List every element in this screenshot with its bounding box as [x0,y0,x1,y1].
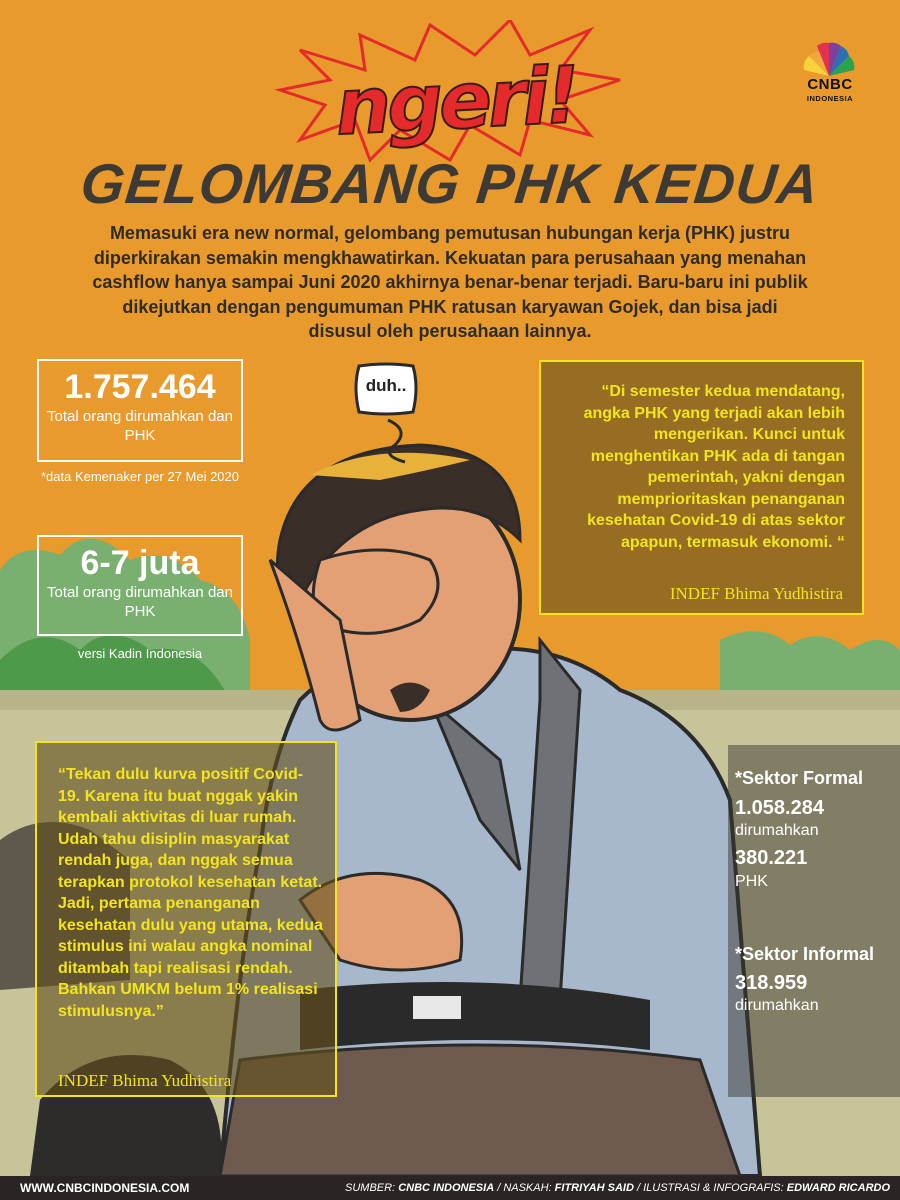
credit-sumber: CNBC INDONESIA [398,1182,495,1194]
stat-box-kadin [37,535,243,636]
sector-formal-phk-value: 380.221 [735,847,808,869]
logo-subtitle: INDONESIA [806,94,854,103]
sector-informal-heading: *Sektor Informal [735,944,875,964]
credit-ilustrasi-label: ILUSTRASI & INFOGRAFIS: [643,1182,784,1194]
sector-formal-dirumahkan-label: dirumahkan [735,822,819,839]
stat-box-kemenaker [37,359,243,462]
sector-informal-dirumahkan-label: dirumahkan [735,997,819,1014]
footer-website: WWW.CNBCINDONESIA.COM [20,1181,190,1195]
sector-formal-heading: *Sektor Formal [735,768,864,788]
quote-source: INDEF Bhima Yudhistira [669,584,843,603]
sector-informal-dirumahkan-value: 318.959 [735,972,808,994]
stat-value: 1.757.464 [64,368,216,406]
headline-exclaim: ngeri! [333,50,579,154]
credit-naskah: FITRIYAH SAID [554,1182,634,1194]
stat-note: versi Kadin Indonesia [77,646,203,661]
intro-paragraph: Memasuki era new normal, gelombang pemutusan hubungan kerja (PHK) justru diperkirakan semakin mengkhawatirkan. Kekuatan para perusahaan yang menahan cashflow hanya sampai Juni 2020 akhirnya benar-benar terjadi. Baru-baru ini publik dikejutkan dengan pengumuman PHK ratusan karyawan Gojek, dan bisa jadi disusul oleh perusahaan lainnya. [92,223,808,341]
stat-label: Total orang dirumahkan dan PHK [47,408,233,444]
credit-naskah-label: NASKAH: [503,1182,552,1194]
stat-value: 6-7 juta [80,544,200,582]
quote-text: “Di semester kedua mendatang, angka PHK yang terjadi akan lebih mengerikan. Kunci untuk menghentikan PHK ada di tangan pemerintah, yakni dengan memprioritaskan penanganan kesehatan Covid-19 di atas sektor apapun, termasuk ekonomi. “ [583,383,845,551]
footer-credits: SUMBER: CNBC INDONESIA / NASKAH: FITRIYAH SAID / ILUSTRASI & INFOGRAFIS: EDWARD RICARDO [345,1182,891,1194]
speech-bubble-text: duh.. [365,376,407,395]
sector-formal-dirumahkan-value: 1.058.284 [735,797,824,819]
stat-note: *data Kemenaker per 27 Mei 2020 [40,469,239,484]
quote-text: “Tekan dulu kurva positif Covid-19. Karena itu buat nggak yakin kembali aktivitas di luar rumah. Udah tahu disiplin masyarakat rendah juga, dan nggak semua terapkan protokol kesehatan ketat. Jadi, pertama penanganan kesehatan dulu yang utama, kedua stimulus ini walau angka nominal ditambah tapi realisasi rendah. Bahkan UMKM belum 1% realisasi stimulusnya.” [58,766,323,1020]
logo-wordmark: CNBC [807,76,853,93]
page-title: GELOMBANG PHK KEDUA [77,152,823,215]
quote-source: INDEF Bhima Yudhistira [58,1071,232,1090]
stat-label: Total orang dirumahkan dan PHK [47,584,233,620]
sector-formal-phk-label: PHK [735,873,768,890]
credit-sumber-label: SUMBER: [345,1182,396,1194]
credit-ilustrasi: EDWARD RICARDO [786,1182,891,1194]
